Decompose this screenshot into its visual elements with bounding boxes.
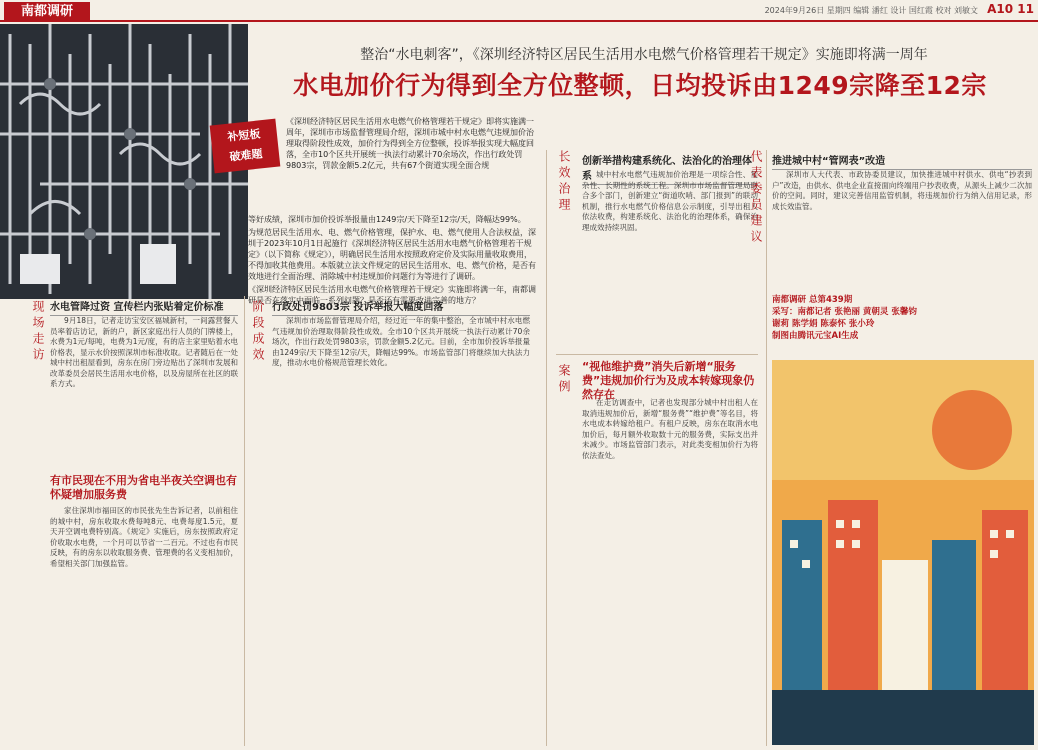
lead-p3: 为规范居民生活用水、电、燃气价格管理，保护水、电、燃气使用人合法权益，深圳于2023年10月1日起施行《深圳经济特区居民生活用水电燃气价格管理若干规定》（以下简称《规定》），明确居民生活用水按照政府定价及实际用量收取费用，不得加收其他费用。本版就立法文件规定的居民生活用水、电、燃气价格，是否有效地进行全面治理、消除城中村违规加价问题行为等进行了调研。 xyxy=(248,228,536,281)
lead-p1: 《深圳经济特区居民生活用水电燃气价格管理若干规定》即将实施满一周年，深圳市市场监督管理局介绍，深圳市城中村水电燃气违规加价治理取得阶段性成效，加价行为得到全方位整顿，投诉举报实现大幅度回落，全市10个区共开展统一执法行动累计70余场次，作出行政处罚9803宗，罚款金额5.2亿元，共有67个街道实现全面合规 xyxy=(286,117,534,170)
kicker-headline: 整治“水电刺客”，《深圳经济特区居民生活用水电燃气价格管理若干规定》实施即将满一周年 xyxy=(360,47,928,63)
credits-line-1: 南都调研 总第439期 xyxy=(772,295,853,305)
hero-illustration xyxy=(0,24,248,299)
column-divider xyxy=(546,150,547,746)
column-badge xyxy=(210,119,281,174)
subhead-residents: 有市民现在不用为省电半夜关空调也有怀疑增加服务费 xyxy=(50,474,237,501)
article-results xyxy=(272,316,530,744)
brand-logo: 南都调研 xyxy=(4,2,90,22)
article-onsite xyxy=(50,316,238,466)
article-longterm-text: 城中村水电燃气违规加价治理是一项综合性、复杂性、长期性的系统工程。深圳市市场监督管理局联合多个部门，创新建立“街道吹哨、部门报到”的联动机制，推行水电燃气价格信息公示制度，引导出租人依法收费，构建系统化、法治化的治理体系，确保治理成效持续巩固。 xyxy=(582,170,758,232)
article-results-text: 深圳市市场监督管理局介绍，经过近一年的集中整治，全市城中村水电燃气违规加价治理取得阶段性成效。全市10个区共开展统一执法行动累计70余场次，作出行政处罚9803宗，罚款金额5.2亿元。目前，全市加价投诉举报量由1249宗/天下降至12宗/天，降幅达99%。市场监管部门将继续加大执法力度，推动水电价格规范管理长效化。 xyxy=(272,316,530,367)
article-suggestions-text: 深圳市人大代表、市政协委员建议，加快推进城中村供水、供电“抄表到户”改造，由供水、供电企业直接面向终端用户抄表收费，从源头上减少二次加价的空间。同时，建议完善信用监管机制，将违规加价行为纳入信用记录，形成长效监管。 xyxy=(772,170,1032,211)
section-title-suggestions: 推进城中村“管网表”改造 xyxy=(772,152,1032,170)
section-title-onsite: 水电管降过资 宣传栏内张贴着定价标准 xyxy=(50,298,238,316)
credits-line-2: 采写：南都记者 张艳丽 黄朝灵 张馨钧 xyxy=(772,307,917,317)
main-headline: 水电加价行为得到全方位整顿，日均投诉由1249宗降至12宗 xyxy=(293,71,987,100)
badge-line-1: 补短板 xyxy=(226,127,261,144)
section-tag-results: 阶段成效 xyxy=(251,300,265,364)
lead-continued xyxy=(248,214,538,308)
section-tag-onsite: 现场走访 xyxy=(31,300,45,364)
section-tag-case: 案例 xyxy=(557,364,571,396)
section-title-longterm: 创新举措构建系统化、法治化的治理体系 xyxy=(582,152,758,185)
lead-p4: 《深圳经济特区居民生活用水电燃气价格管理若干规定》实施即将满一年，南都调研是否在落实中面临一系列问题？是否还有需要改进完善的地方？ xyxy=(248,285,536,305)
masthead xyxy=(0,0,1038,22)
section-tag-suggestions: 代表委员建议 xyxy=(749,150,763,246)
article-residents-text: 家住深圳市福田区的市民张先生告诉记者，以前租住的城中村，房东收取水费每吨8元、电费每度1.5元，夏天开空调电费特别高。《规定》实施后，房东按照政府定价收取水电费，一个月可以节省一二百元。不过也有市民反映，有的房东以收取服务费、管理费的名义变相加价，希望相关部门加强监管。 xyxy=(50,506,238,568)
section-tag-longterm: 长效治理 xyxy=(557,150,571,214)
page-number: A10 11 xyxy=(987,2,1034,16)
column-divider xyxy=(244,296,245,746)
article-residents xyxy=(50,506,238,744)
credits-line-4: 制图由腾讯元宝AI生成 xyxy=(772,331,859,341)
credits-line-3: 谢莉 陈学娟 陈泰怀 张小玲 xyxy=(772,319,875,329)
article-longterm xyxy=(582,170,758,350)
section-title-results: 行政处罚9803宗 投诉举报大幅度回落 xyxy=(272,298,530,316)
section-divider xyxy=(556,354,758,355)
article-case-text: 在走访调查中，记者也发现部分城中村出租人在取消违规加价后，新增“服务费”“维护费”等名目，将水电成本转嫁给租户。有租户反映，房东在取消水电加价后，每月额外收取数十元的服务费，实际支出并未减少。市场监管部门表示，对此类变相加价行为将依法查处。 xyxy=(582,398,758,460)
article-case xyxy=(582,398,758,744)
badge-line-2: 破难题 xyxy=(228,147,264,164)
dateline: 2024年9月26日 星期四 编辑 潘红 设计 国红霞 校对 刘敏文 xyxy=(764,6,978,15)
lead-p2: 等好成绩，深圳市加价投诉举报量由1249宗/天下降至12宗/天，降幅达99%。 xyxy=(248,215,526,224)
section-title-case: “视他维护费”消失后新增“服务费”违规加价行为及成本转嫁现象仍然存在 xyxy=(582,360,755,401)
article-onsite-text: 9月18日，记者走访宝安区福城新村，一间露营餐人员率着店访记，新的户，新区家庭出行人员的门牌楼上，水费为1元/每吨，电费为1元/度，有的店主家里贴着水电价格表，显示水价按照深圳市标准收取。记者随后在一处城中村出租屋看到，房东在房门旁边贴出了深圳市发展和改革委员会居民生活用水电价格，以及房屋所在社区的联系方式。 xyxy=(50,316,238,388)
article-suggestions xyxy=(772,170,1032,290)
lead-paragraph xyxy=(286,116,538,173)
column-divider xyxy=(766,150,767,746)
credits xyxy=(772,294,1032,342)
ai-illustration xyxy=(772,360,1034,745)
